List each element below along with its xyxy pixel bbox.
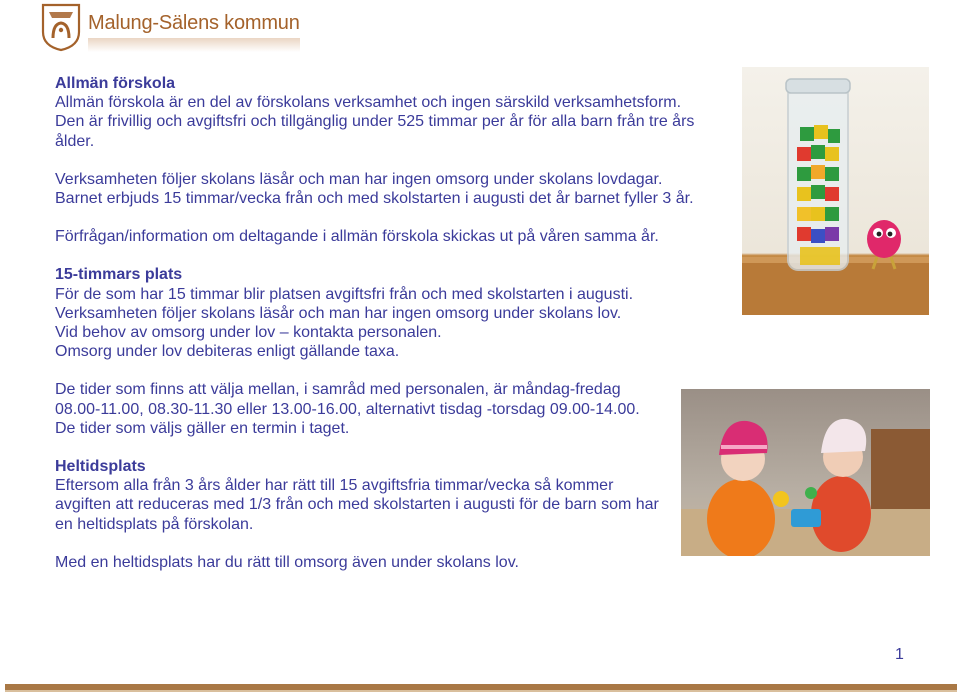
paragraph-line: Barnet erbjuds 15 timmar/vecka från och med skolstarten i augusti det år barnet fyller 3 år. [55,190,694,208]
municipality-crest-icon [40,2,82,52]
paragraph-line: 08.00-11.00, 08.30-11.30 eller 13.00-16.00, alternativt tisdag -torsdag 09.00-14.00. [55,400,640,418]
paragraph-line: avgiften att reduceras med 1/3 från och med skolstarten i augusti för de barn som har [55,496,659,514]
section-heading-allman-forskola: Allmän förskola [55,75,176,92]
logo-reflection [88,38,300,52]
paragraph-line: Vid behov av omsorg under lov – kontakta personalen. [55,324,442,342]
photo-toy-blocks-jar [742,67,929,315]
paragraph-line: Förfrågan/information om deltagande i allmän förskola skickas ut på våren samma år. [55,228,659,246]
paragraph-line: Allmän förskola är en del av förskolans verksamhet och ingen särskild verksamhetsform. [55,94,682,112]
paragraph-line: Verksamheten följer skolans läsår och man har ingen omsorg under skolans lovdagar. [55,170,663,188]
paragraph-line: De tider som väljs gäller en termin i taget. [55,419,350,437]
paragraph-line: Eftersom alla från 3 års ålder har rätt till 15 avgiftsfria timmar/vecka så kommer [55,477,614,495]
paragraph-line: De tider som finns att välja mellan, i samråd med personalen, är måndag-fredag [55,381,621,399]
page-number: 1 [895,646,904,663]
paragraph-line: För de som har 15 timmar blir platsen avgiftsfri från och med skolstarten i augusti. [55,285,634,303]
footer-bar-highlight [5,690,957,692]
logo [40,2,310,54]
paragraph-line: Den är frivillig och avgiftsfri och tillgänglig under 525 timmar per år för alla barn från tre års ålder. [55,113,695,150]
section-heading-heltidsplats: Heltidsplats [55,458,146,476]
organization-name: Malung-Sälens kommun [88,12,300,34]
paragraph-line: Verksamheten följer skolans läsår och man har ingen omsorg under skolans lov. [55,304,622,322]
main-content [55,74,695,572]
paragraph-line: Omsorg under lov debiteras enligt gällande taxa. [55,343,400,361]
section-heading-15-timmars-plats: 15-timmars plats [55,266,183,284]
paragraph-line: Med en heltidsplats har du rätt till omsorg även under skolans lov. [55,553,519,571]
paragraph-line: en heltidsplats på förskolan. [55,515,254,533]
photo-children-playing [681,389,930,556]
